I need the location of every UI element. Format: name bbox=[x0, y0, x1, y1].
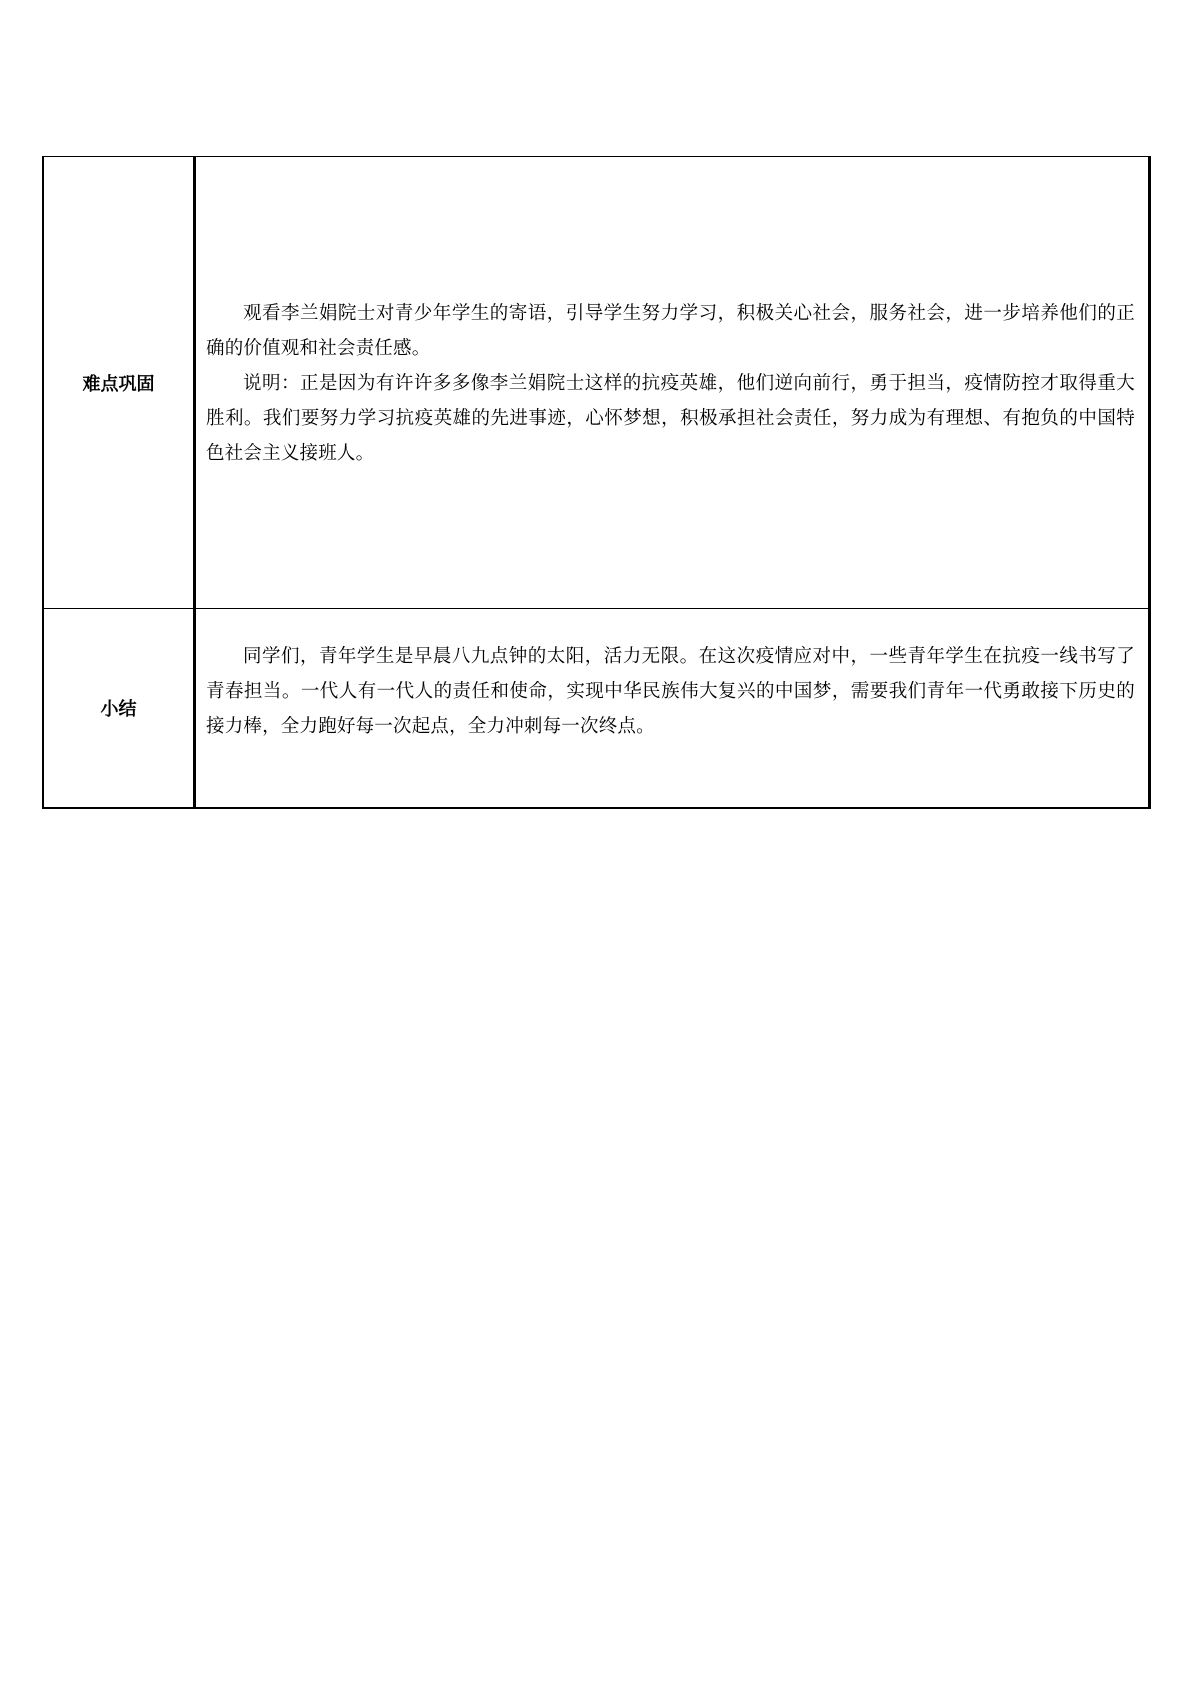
table-row bbox=[43, 157, 1150, 609]
row-label-summary: 小结 bbox=[43, 609, 195, 808]
row-content-difficulty-consolidation bbox=[195, 157, 1150, 609]
paragraph: 同学们，青年学生是早晨八九点钟的太阳，活力无限。在这次疫情应对中，一些青年学生在抗疫一线书写了青春担当。一代人有一代人的责任和使命，实现中华民族伟大复兴的中国梦，需要我们青年一代勇敢接下历史的接力棒，全力跑好每一次起点，全力冲刺每一次终点。 bbox=[206, 645, 1135, 737]
row-label-difficulty-consolidation: 难点巩固 bbox=[43, 157, 195, 609]
lesson-plan-table bbox=[42, 156, 1151, 809]
paragraph: 观看李兰娟院士对青少年学生的寄语，引导学生努力学习，积极关心社会，服务社会，进一步培养他们的正确的价值观和社会责任感。 bbox=[206, 303, 1135, 359]
paragraph: 说明：正是因为有许许多多像李兰娟院士这样的抗疫英雄，他们逆向前行，勇于担当，疫情防控才取得重大胜利。我们要努力学习抗疫英雄的先进事迹，心怀梦想，积极承担社会责任，努力成为有理想、有抱负的中国特色社会主义接班人。 bbox=[206, 373, 1135, 464]
table-row bbox=[43, 609, 1150, 808]
row-content-summary bbox=[195, 609, 1150, 808]
